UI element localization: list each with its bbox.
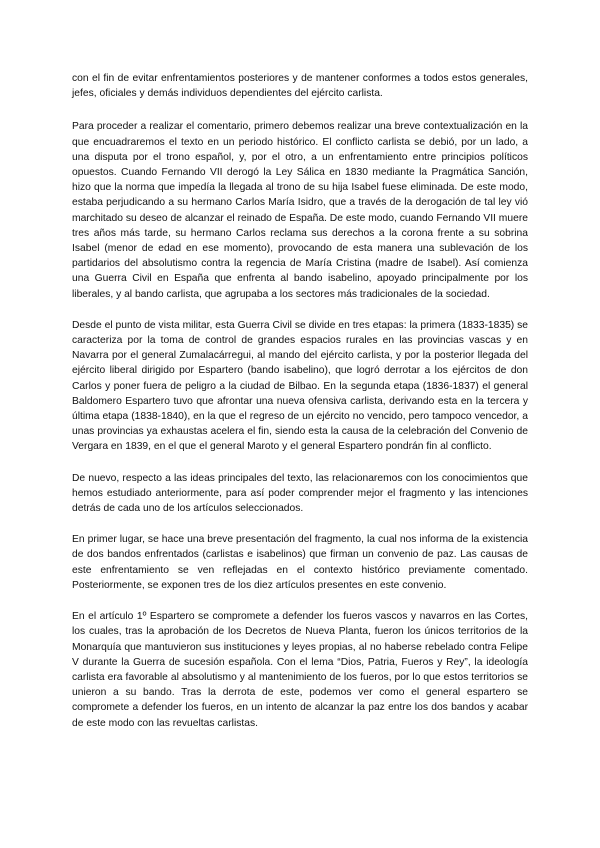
paragraph-main-ideas: De nuevo, respecto a las ideas principales del texto, las relacionaremos con los conocimientos que hemos estudiado anteriormente, para así poder comprender mejor el fragmento y las intenciones detrás de cada uno de los artículos seleccionados. <box>72 472 528 515</box>
paragraph-historical-context: Para proceder a realizar el comentario, primero debemos realizar una breve contextualización en la que encuadraremos el texto en un periodo histórico. El conflicto carlista se debió, por un lado, a una disputa por el trono español, y, por el otro, a un enfrentamiento entre principios políticos opuestos. Cuando Fernando VII derogó la Ley Sálica en 1830 mediante la Pragmática Sanción, hizo que la norma que impedía la llegada al trono de su hija Isabel fuese eliminada. De este modo, estaba perjudicando a su hermano Carlos María Isidro, que a través de la derogación de tal ley vió marchitado su deseo de alcanzar el reinado de España. De este modo, cuando Fernando VII muere tres años más tarde, su hermano Carlos reclama sus derechos a la corona frente a su sobrina Isabel (menor de edad en ese momento), provocando de esta manera una sublevación de los partidarios del absolutismo contra la regencia de María Cristina (madre de Isabel). Así comienza una Guerra Civil en España que enfrenta al bando isabelino, apoyado principalmente por los liberales, y al bando carlista, que agrupaba a los sectores más tradicionales de la sociedad. <box>72 121 528 300</box>
paragraph-article-one: En el artículo 1º Espartero se compromete a defender los fueros vascos y navarros en las Cortes, los cuales, tras la aprobación de los Decretos de Nueva Planta, fueron los únicos territorios de la Monarquía que mantuvieron sus instituciones y leyes propias, al no haberse rebelado contra Felipe V durante la Guerra de sucesión española. Con el lema “Dios, Patria, Fueros y Rey”, la ideología carlista era favorable al absolutismo y al mantenimiento de los fueros, por lo que estos territorios se unieron a su bando. Tras la derrota de este, podemos ver como el general espartero se compromete a defender los fueros, en un intento de alcanzar la paz entre los dos bandos y acabar de este modo con las revueltas carlistas. <box>72 611 528 729</box>
paragraph-military-stages: Desde el punto de vista militar, esta Guerra Civil se divide en tres etapas: la primera (1833-1835) se caracteriza por la toma de control de grandes espacios rurales en las provincias vascas y en Navarra por el general Zumalacárregui, al mando del ejército carlista, y por la posterior llegada del ejército liberal dirigido por Espartero (bando isabelino), que logró derrotar a los ejércitos de don Carlos y poner fuera de peligro a la ciudad de Bilbao. En la segunda etapa (1836-1837) el general Baldomero Espartero tuvo que afrontar una nueva ofensiva carlista, derivando esta en la tercera y última etapa (1838-1840), en la que el regreso de un ejército no vencido, pero tampoco vencedor, a unas provincias ya exhaustas acelera el fin, siendo esta la causa de la celebración del Convenio de Vergara en 1839, en el que el general Maroto y el general Espartero pondrán fin al conflicto. <box>72 319 528 453</box>
paragraph-fragment-presentation: En primer lugar, se hace una breve presentación del fragmento, la cual nos informa de la existencia de dos bandos enfrentados (carlistas e isabelinos) que firman un convenio de paz. Las causas de este enfrentamiento se ven reflejadas en el contexto histórico previamente comentado. Posteriormente, se exponen tres de los diez artículos presentes en este convenio. <box>72 534 528 591</box>
paragraph-intro-continuation: con el fin de evitar enfrentamientos posteriores y de mantener conformes a todos estos generales, jefes, oficiales y demás individuos dependientes del ejército carlista. <box>72 73 528 100</box>
